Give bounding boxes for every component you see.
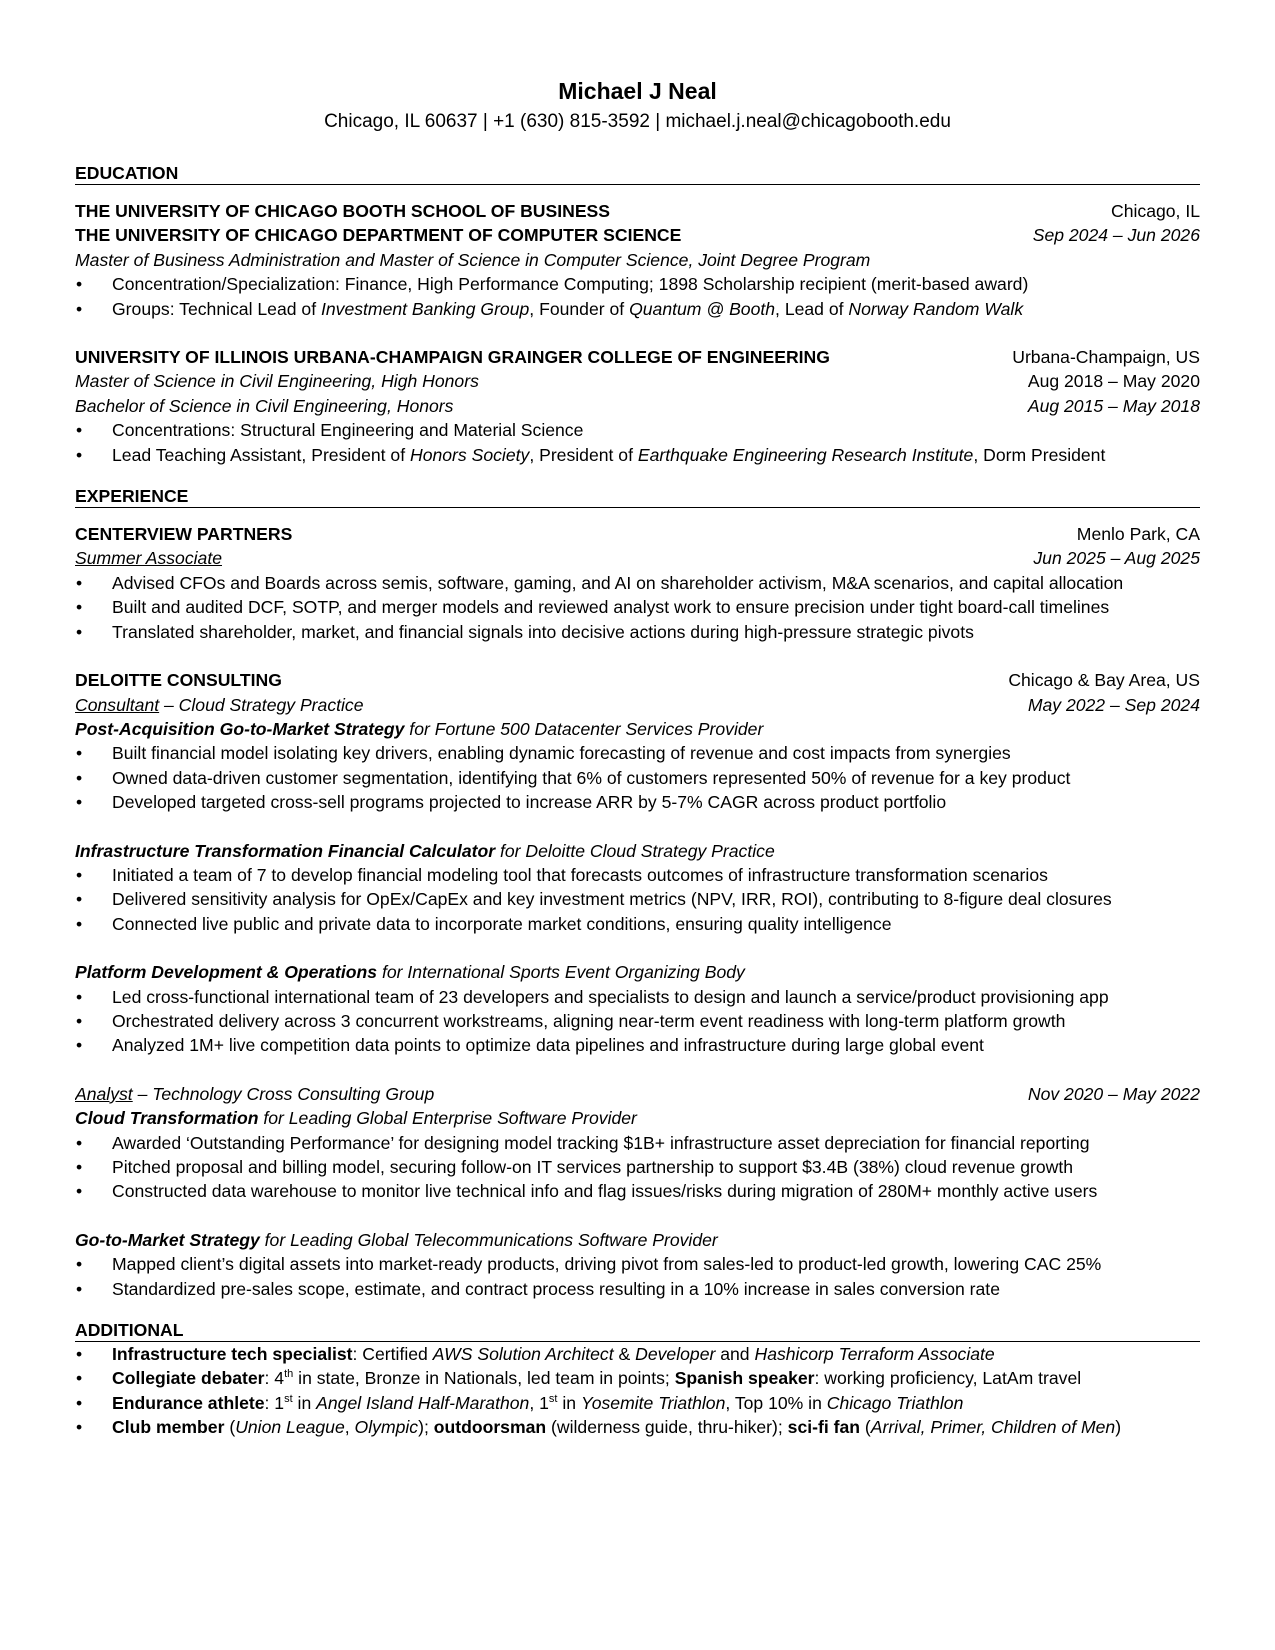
company-name: CENTERVIEW PARTNERS [75,524,293,545]
bullet-list [75,1252,1200,1301]
bullet-item: • Connected live public and private data to incorporate market conditions, ensuring quality intelligence [76,913,892,934]
bullet-list [75,1131,1200,1204]
bullet-item: • Standardized pre-sales scope, estimate, and contract process resulting in a 10% increase in sales conversion rate [76,1278,1000,1299]
project-title: Go-to-Market Strategy for Leading Global Telecommunications Software Provider [75,1229,718,1250]
bullet-item: • Initiated a team of 7 to develop financial modeling tool that forecasts outcomes of infrastructure transformation scenarios [76,864,1048,885]
project-title: Cloud Transformation for Leading Global Enterprise Software Provider [75,1108,637,1129]
bullet-list [75,741,1200,814]
experience-centerview [75,522,1200,644]
section-title-education: EDUCATION [75,162,1200,185]
bullet-item: • Constructed data warehouse to monitor live technical info and flag issues/risks during migration of 280M+ monthly active users [76,1181,1098,1202]
bullet-item: • Lead Teaching Assistant, President of Honors Society, President of Earthquake Engineering Research Institute, Dorm President [76,444,1106,465]
uiuc-school-row [75,345,1200,369]
degree-row [75,394,1200,418]
degree-line: Bachelor of Science in Civil Engineering, Honors [75,395,454,416]
candidate-name: Michael J Neal [558,78,717,104]
bullet-list [75,863,1200,936]
bullet-item: • Club member (Union League, Olympic); outdoorsman (wilderness guide, thru-hiker); sci-fi fan (Arrival, Primer, Children of Men) [76,1417,1122,1438]
degree-row [75,369,1200,393]
role-title: Analyst – Technology Cross Consulting Group [75,1083,435,1104]
school-name: UNIVERSITY OF ILLINOIS URBANA-CHAMPAIGN GRAINGER COLLEGE OF ENGINEERING [75,347,830,368]
bullet-item: • Endurance athlete: 1st in Angel Island Half-Marathon, 1st in Yosemite Triathlon, Top 10% in Chicago Triathlon [76,1392,964,1413]
bullet-item: • Analyzed 1M+ live competition data points to optimize data pipelines and infrastructure during large global event [76,1035,984,1056]
degree-line: Master of Business Administration and Master of Science in Computer Science, Joint Degree Program [75,249,871,270]
role-dates: Jun 2025 – Aug 2025 [1033,548,1200,569]
bullet-item: • Owned data-driven customer segmentation, identifying that 6% of customers represented 50% of revenue for a key product [76,767,1071,788]
school-dates: Sep 2024 – Jun 2026 [1032,225,1200,246]
bullet-item: • Led cross-functional international team of 23 developers and specialists to design and launch a service/product provisioning app [76,986,1109,1007]
bullet-list [75,571,1200,644]
bullet-item: • Pitched proposal and billing model, securing follow-on IT services partnership to support $3.4B (38%) cloud revenue growth [76,1157,1074,1177]
company-row [75,668,1200,692]
role-dates: Nov 2020 – May 2022 [1027,1083,1200,1104]
degree-line: Master of Science in Civil Engineering, High Honors [75,371,479,392]
bullet-list [75,985,1200,1058]
additional-list [75,1342,1200,1440]
booth-dept-row [75,223,1200,247]
company-name: DELOITTE CONSULTING [75,670,282,691]
bullet-item: • Concentrations: Structural Engineering and Material Science [76,420,584,441]
company-row [75,522,1200,546]
contact-line: Chicago, IL 60637 | +1 (630) 815-3592 | michael.j.neal@chicagobooth.edu [324,111,951,132]
bullet-item: • Infrastructure tech specialist: Certified AWS Solution Architect & Developer and Hashicorp Terraform Associate [76,1344,995,1365]
bullet-item: • Orchestrated delivery across 3 concurrent workstreams, aligning near-term event readiness with long-term platform growth [76,1010,1066,1031]
role-row [75,693,1200,717]
degree-dates: Aug 2015 – May 2018 [1027,395,1200,416]
section-title-experience: EXPERIENCE [75,485,1200,508]
project-title: Platform Development & Operations for International Sports Event Organizing Body [75,962,745,983]
role-title: Summer Associate [75,548,222,569]
project-title: Infrastructure Transformation Financial Calculator for Deloitte Cloud Strategy Practice [75,840,775,861]
bullet-item: • Concentration/Specialization: Finance, High Performance Computing; 1898 Scholarship recipient (merit-based award) [76,274,1029,295]
bullet-item: • Translated shareholder, market, and financial signals into decisive actions during high-pressure strategic pivots [76,621,974,642]
education-uiuc [75,345,1200,467]
section-title-additional: ADDITIONAL [75,1319,1200,1342]
bullet-item: • Awarded ‘Outstanding Performance’ for designing model tracking $1B+ infrastructure asset depreciation for financial reporting [76,1132,1090,1153]
school-name: THE UNIVERSITY OF CHICAGO DEPARTMENT OF COMPUTER SCIENCE [75,225,682,246]
education-booth [75,199,1200,321]
degree-dates: Aug 2018 – May 2020 [1027,371,1200,392]
bullet-item: • Delivered sensitivity analysis for OpEx/CapEx and key investment metrics (NPV, IRR, ROI), contributing to 8-figure deal closures [76,889,1112,910]
bullet-item: • Collegiate debater: 4th in state, Bronze in Nationals, led team in points; Spanish speaker: working proficiency, LatAm travel [76,1368,1082,1389]
school-location: Chicago, IL [1111,201,1200,221]
project-title: Post-Acquisition Go-to-Market Strategy for Fortune 500 Datacenter Services Provider [75,718,764,739]
role-row [75,546,1200,570]
bullet-item: • Built financial model isolating key drivers, enabling dynamic forecasting of revenue and cost impacts from synergies [76,743,1011,764]
role-title: Consultant – Cloud Strategy Practice [75,694,364,715]
bullet-item: • Mapped client’s digital assets into market-ready products, driving pivot from sales-led to product-led growth, lowering CAC 25% [76,1254,1102,1275]
bullet-item: • Advised CFOs and Boards across semis, software, gaming, and AI on shareholder activism, M&A scenarios, and capital allocation [76,572,1124,593]
school-location: Urbana-Champaign, US [1012,347,1200,368]
company-location: Chicago & Bay Area, US [1008,670,1200,691]
experience-deloitte [75,668,1200,1301]
bullet-item: • Groups: Technical Lead of Investment Banking Group, Founder of Quantum @ Booth, Lead of Norway Random Walk [76,298,1024,319]
role-dates: May 2022 – Sep 2024 [1027,694,1200,715]
bullet-list [75,272,1200,321]
bullet-item: • Developed targeted cross-sell programs projected to increase ARR by 5-7% CAGR across product portfolio [76,792,947,813]
booth-school-row [75,199,1200,223]
school-name: THE UNIVERSITY OF CHICAGO BOOTH SCHOOL OF BUSINESS [75,201,611,221]
bullet-list [75,418,1200,467]
company-location: Menlo Park, CA [1076,524,1200,545]
role-row [75,1082,1200,1106]
bullet-item: • Built and audited DCF, SOTP, and merger models and reviewed analyst work to ensure precision under tight board-call timelines [76,597,1110,618]
